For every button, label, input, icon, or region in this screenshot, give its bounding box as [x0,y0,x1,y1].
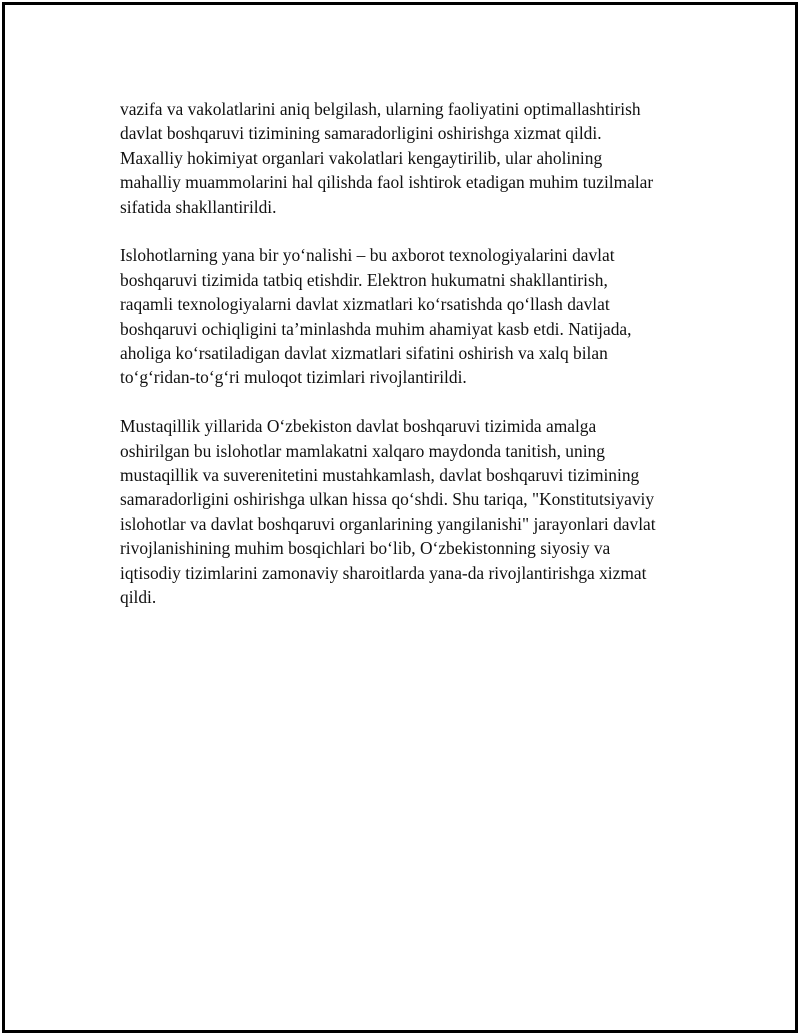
text-line: vazifa va vakolatlarini aniq belgilash, ularning faoliyatini optimallashtirish [120,99,641,119]
text-line: aholiga ko‘rsatiladigan davlat xizmatlari sifatini oshirish va xalq bilan [120,343,608,364]
text-line: iqtisodiy tizimlarini zamonaviy sharoitlarda yana-da rivojlantirishga xizmat [120,562,647,583]
document-body [120,97,680,610]
paragraph-spacer [120,390,680,414]
text-line: oshirilgan bu islohotlar mamlakatni xalqaro maydonda tanitish, uning [120,440,605,461]
text-line: samaradorligini oshirishga ulkan hissa qo‘shdi. Shu tariqa, "Konstitutsiyaviy [120,489,655,510]
text-line: rivojlanishining muhim bosqichlari bo‘lib, O‘zbekistonning siyosiy va [120,538,611,559]
document-page [2,2,798,1033]
text-line: boshqaruvi ochiqligini ta’minlashda muhim ahamiyat kasb etdi. Natijada, [120,318,632,339]
text-line: sifatida shakllantirildi. [120,196,277,217]
text-line: mahalliy muammolarini hal qilishda faol ishtirok etadigan muhim tuzilmalar [120,172,654,193]
paragraph-1 [120,97,680,219]
text-line: to‘g‘ridan-to‘g‘ri muloqot tizimlari rivojlantirildi. [120,367,467,388]
text-line: islohotlar va davlat boshqaruvi organlarining yangilanishi" jarayonlari davlat [120,513,656,534]
text-line: davlat boshqaruvi tizimining samaradorligini oshirishga xizmat qildi. [120,123,602,144]
text-line: boshqaruvi tizimida tatbiq etishdir. Elektron hukumatni shakllantirish, [120,269,608,290]
text-line: Islohotlarning yana bir yo‘nalishi – bu axborot texnologiyalarini davlat [120,245,615,266]
paragraph-2 [120,243,680,389]
text-line: raqamli texnologiyalarni davlat xizmatlari ko‘rsatishda qo‘llash davlat [120,294,610,315]
text-line: mustaqillik va suverenitetini mustahkamlash, davlat boshqaruvi tizimining [120,465,640,486]
paragraph-3 [120,414,680,609]
text-line: qildi. [120,587,157,608]
text-line: Mustaqillik yillarida O‘zbekiston davlat boshqaruvi tizimida amalga [120,416,597,437]
text-line: Maxalliy hokimiyat organlari vakolatlari kengaytirilib, ular aholining [120,147,603,168]
paragraph-spacer [120,219,680,243]
